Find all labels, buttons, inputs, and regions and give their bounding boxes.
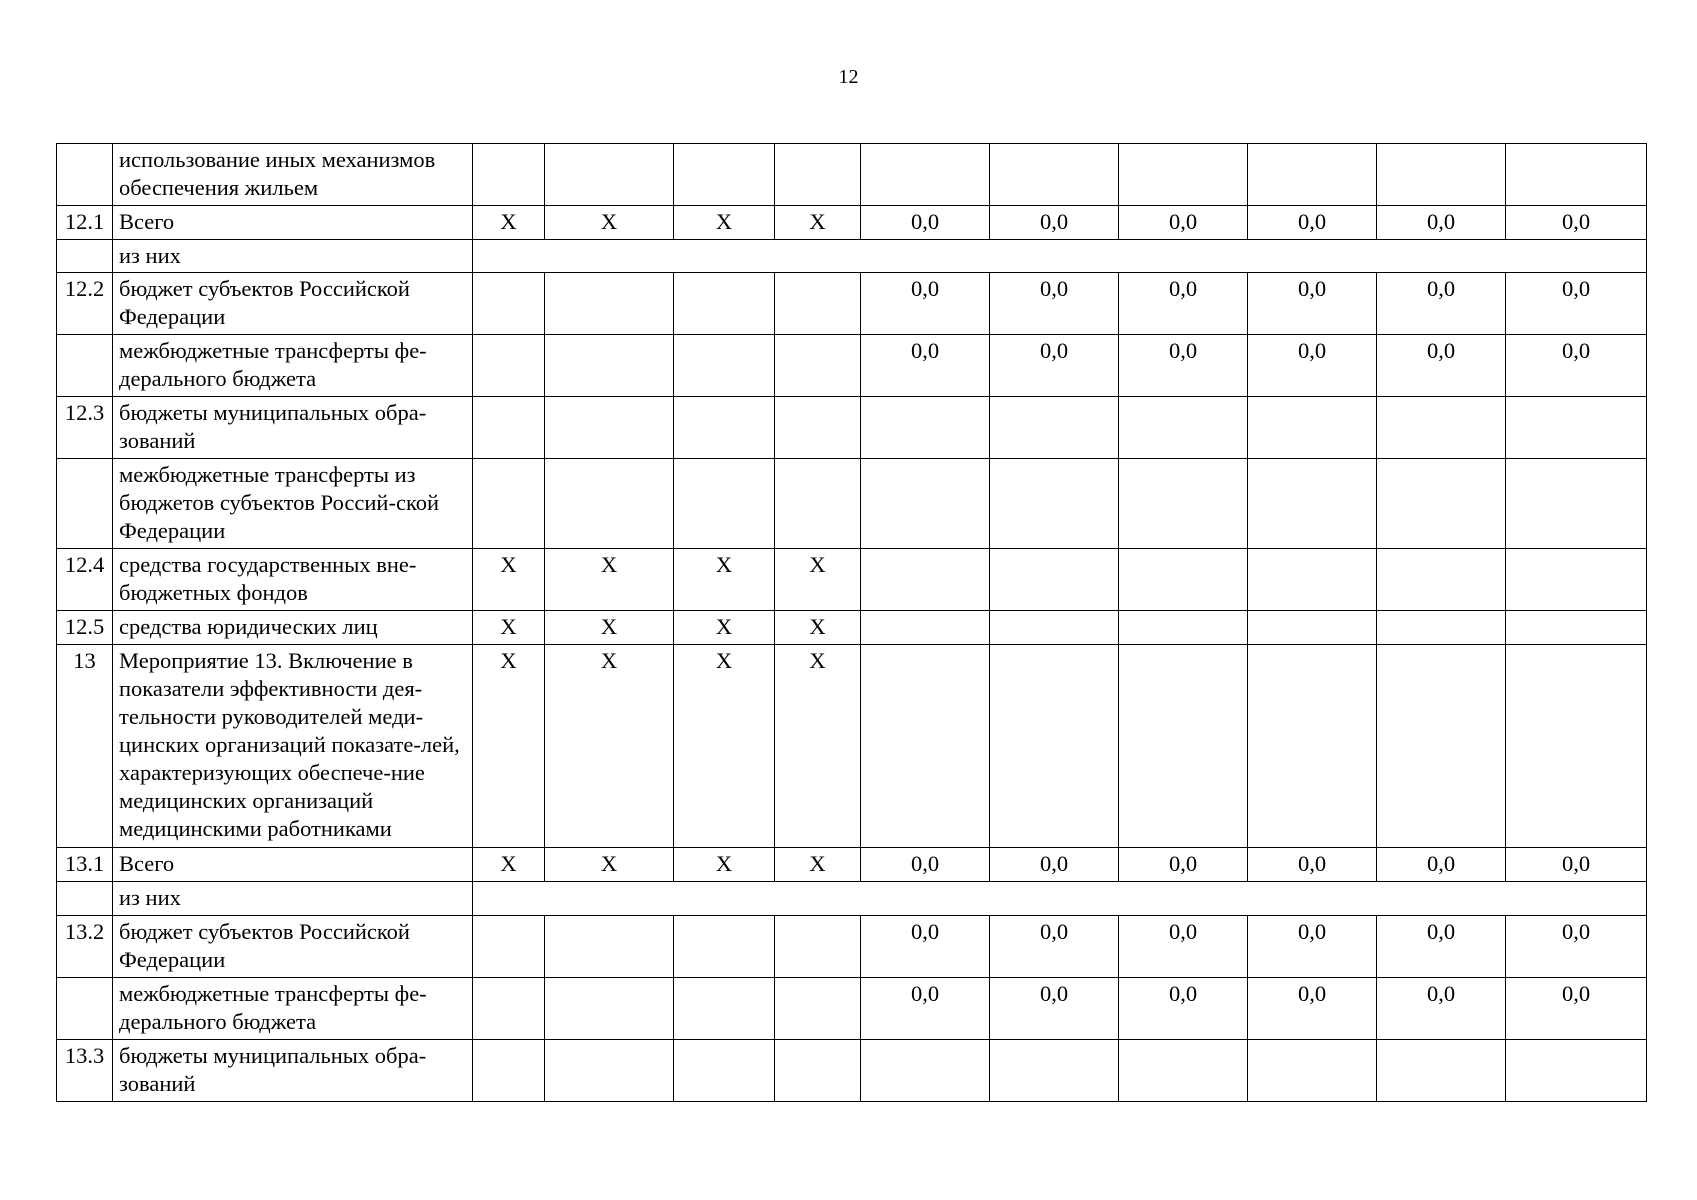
value-cell: 0,0 [1248,916,1377,978]
mark-cell [545,459,674,549]
value-cell [1506,645,1647,848]
value-cell: 0,0 [1377,273,1506,335]
value-cell: 0,0 [1119,273,1248,335]
value-cell: 0,0 [861,206,990,240]
value-cell: 0,0 [1506,273,1647,335]
mark-cell [473,397,545,459]
table-row [57,397,1647,459]
row-label-cell: межбюджетные трансферты фе-деральнoго бюджета [113,335,473,397]
table-row [57,645,1647,848]
value-cell: 0,0 [861,273,990,335]
value-cell [990,1040,1119,1102]
mark-cell [674,144,775,206]
value-cell [861,144,990,206]
mark-cell [674,459,775,549]
value-cell [1377,549,1506,611]
value-cell [1119,1040,1248,1102]
value-cell [1248,459,1377,549]
row-number-cell [57,240,113,273]
row-number-cell: 13.3 [57,1040,113,1102]
value-cell [861,611,990,645]
mark-cell [473,273,545,335]
value-cell [1377,645,1506,848]
mark-cell: X [545,645,674,848]
value-cell [861,459,990,549]
value-cell: 0,0 [1248,978,1377,1040]
mark-cell [545,978,674,1040]
value-cell: 0,0 [1248,206,1377,240]
table-row [57,549,1647,611]
table-row [57,240,1647,273]
mark-cell: X [473,549,545,611]
row-number-cell: 12.1 [57,206,113,240]
mark-cell [473,916,545,978]
mark-cell [674,335,775,397]
mark-cell: X [674,549,775,611]
mark-cell [674,397,775,459]
value-cell: 0,0 [1119,335,1248,397]
value-cell: 0,0 [861,335,990,397]
value-cell [1377,611,1506,645]
value-cell [1506,144,1647,206]
mark-cell [674,273,775,335]
row-number-cell: 12.3 [57,397,113,459]
value-cell [990,144,1119,206]
mark-cell: X [775,549,861,611]
value-cell [1119,397,1248,459]
empty-span-cell [473,882,1647,916]
mark-cell [545,144,674,206]
row-number-cell [57,459,113,549]
value-cell: 0,0 [1377,978,1506,1040]
value-cell [1377,459,1506,549]
row-label-cell: средства юридических лиц [113,611,473,645]
row-number-cell [57,335,113,397]
budget-table [56,143,1647,1102]
row-label-cell: использование иных механизмов обеспечения жильем [113,144,473,206]
mark-cell: X [674,206,775,240]
value-cell [1506,549,1647,611]
value-cell: 0,0 [990,273,1119,335]
row-label-cell: Всего [113,206,473,240]
mark-cell [674,978,775,1040]
mark-cell: X [775,611,861,645]
table-row [57,335,1647,397]
mark-cell [775,978,861,1040]
value-cell [1506,611,1647,645]
value-cell: 0,0 [861,978,990,1040]
row-label-cell: Мероприятие 13. Включение в показатели эффективности дея-тельности руководителей меди-цинских организаций показате-лей, характеризующих обеспече-ние медицинских организаций медицинскими работниками [113,645,473,848]
mark-cell [775,1040,861,1102]
mark-cell: X [473,645,545,848]
value-cell [1119,611,1248,645]
row-label-cell: средства государственных вне-бюджетных фондов [113,549,473,611]
value-cell: 0,0 [1506,848,1647,882]
value-cell: 0,0 [1119,848,1248,882]
row-number-cell: 12.4 [57,549,113,611]
mark-cell [545,397,674,459]
mark-cell [775,916,861,978]
value-cell: 0,0 [1119,978,1248,1040]
row-label-cell: бюджеты муниципальных обра-зований [113,1040,473,1102]
mark-cell [473,1040,545,1102]
value-cell: 0,0 [1506,978,1647,1040]
mark-cell [473,978,545,1040]
row-label-cell: межбюджетные трансферты из бюджетов субъектов Россий-ской Федерации [113,459,473,549]
value-cell: 0,0 [1506,916,1647,978]
row-label-cell: бюджет субъектов Российской Федерации [113,273,473,335]
table-row [57,459,1647,549]
mark-cell [775,397,861,459]
mark-cell [674,1040,775,1102]
value-cell: 0,0 [1506,335,1647,397]
mark-cell [775,144,861,206]
mark-cell: X [545,611,674,645]
mark-cell: X [674,611,775,645]
mark-cell: X [545,549,674,611]
row-label-cell: из них [113,882,473,916]
value-cell [861,645,990,848]
mark-cell: X [775,206,861,240]
mark-cell: X [473,611,545,645]
row-label-cell: межбюджетные трансферты фе-дерального бюджета [113,978,473,1040]
value-cell: 0,0 [861,848,990,882]
row-number-cell: 12.5 [57,611,113,645]
value-cell [1119,549,1248,611]
value-cell [1248,397,1377,459]
table-row [57,206,1647,240]
value-cell [990,397,1119,459]
mark-cell [545,273,674,335]
page-number: 12 [838,66,859,88]
table-row [57,611,1647,645]
value-cell: 0,0 [1377,335,1506,397]
table-row [57,144,1647,206]
table-row [57,978,1647,1040]
row-label-cell: Всего [113,848,473,882]
value-cell [1377,397,1506,459]
mark-cell: X [473,848,545,882]
row-number-cell: 13.1 [57,848,113,882]
value-cell [861,1040,990,1102]
value-cell [1248,144,1377,206]
mark-cell [674,916,775,978]
mark-cell [775,273,861,335]
empty-span-cell [473,240,1647,273]
value-cell [1248,549,1377,611]
mark-cell: X [674,848,775,882]
row-label-cell: бюджеты муниципальных обра-зований [113,397,473,459]
value-cell: 0,0 [990,978,1119,1040]
value-cell: 0,0 [1506,206,1647,240]
value-cell: 0,0 [990,206,1119,240]
row-number-cell [57,144,113,206]
value-cell [990,645,1119,848]
value-cell [1506,459,1647,549]
value-cell: 0,0 [1248,335,1377,397]
value-cell [990,459,1119,549]
mark-cell: X [545,848,674,882]
value-cell: 0,0 [1377,916,1506,978]
table-row [57,273,1647,335]
value-cell [1119,459,1248,549]
value-cell: 0,0 [1377,848,1506,882]
value-cell [990,611,1119,645]
mark-cell: X [775,848,861,882]
value-cell [1248,1040,1377,1102]
value-cell [1377,144,1506,206]
mark-cell [473,144,545,206]
value-cell: 0,0 [1248,273,1377,335]
row-number-cell [57,978,113,1040]
mark-cell [545,916,674,978]
value-cell [1248,645,1377,848]
value-cell [1506,1040,1647,1102]
row-label-cell: бюджет субъектов Российской Федерации [113,916,473,978]
mark-cell: X [775,645,861,848]
table-body [57,144,1647,1102]
value-cell [861,397,990,459]
value-cell: 0,0 [1248,848,1377,882]
mark-cell [473,459,545,549]
row-number-cell [57,882,113,916]
value-cell: 0,0 [1119,206,1248,240]
value-cell: 0,0 [990,916,1119,978]
mark-cell: X [473,206,545,240]
table-row [57,848,1647,882]
table-row [57,1040,1647,1102]
row-number-cell: 12.2 [57,273,113,335]
mark-cell [473,335,545,397]
mark-cell [775,459,861,549]
table-row [57,916,1647,978]
mark-cell [545,335,674,397]
value-cell: 0,0 [990,848,1119,882]
value-cell: 0,0 [1119,916,1248,978]
mark-cell [775,335,861,397]
value-cell: 0,0 [990,335,1119,397]
value-cell [1377,1040,1506,1102]
mark-cell: X [545,206,674,240]
row-label-cell: из них [113,240,473,273]
value-cell [990,549,1119,611]
row-number-cell: 13 [57,645,113,848]
value-cell: 0,0 [1377,206,1506,240]
value-cell [1119,144,1248,206]
value-cell [1248,611,1377,645]
table-row [57,882,1647,916]
value-cell [1506,397,1647,459]
value-cell [861,549,990,611]
value-cell: 0,0 [861,916,990,978]
mark-cell: X [674,645,775,848]
mark-cell [545,1040,674,1102]
row-number-cell: 13.2 [57,916,113,978]
value-cell [1119,645,1248,848]
